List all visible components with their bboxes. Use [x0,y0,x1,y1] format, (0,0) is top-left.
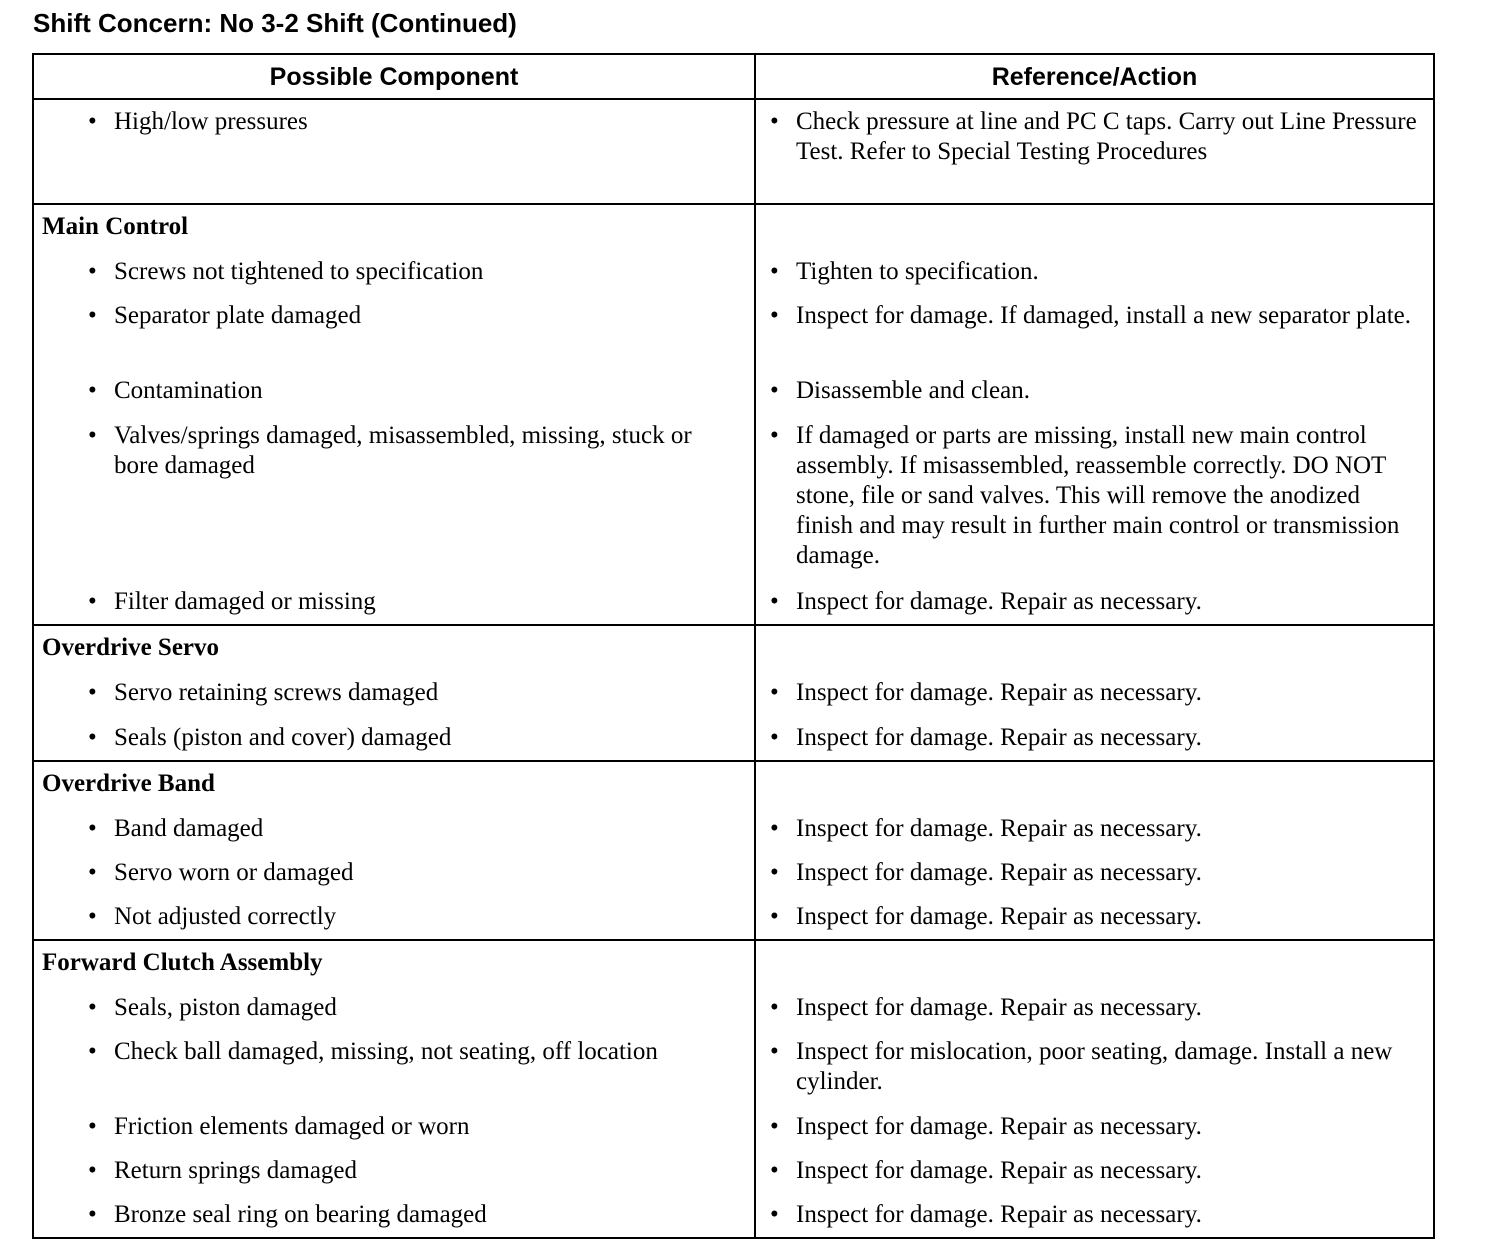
bullet-icon: • [770,815,779,842]
table-row [33,625,1434,761]
component-text: High/low pressures [114,108,308,135]
bullet-icon: • [770,422,779,449]
bullet-icon: • [88,994,97,1021]
bullet-icon: • [88,1157,97,1184]
bullet-icon: • [88,1038,97,1065]
action-text: Inspect for damage. If damaged, install a new separator plate. [796,302,1412,329]
component-text: Servo worn or damaged [114,859,354,886]
diagnosis-table [32,53,1435,1239]
component-text: Seals, piston damaged [114,994,337,1021]
component-cell [33,204,755,625]
component-cell [33,625,755,761]
bullet-icon: • [770,108,779,135]
bullet-icon: • [770,377,779,404]
action-text: If damaged or parts are missing, install new main control assembly. If misassembled, reassemble correctly. DO NOT stone, file or sand valves. This will remove the anodized finish and may result in further main control or transmission damage. [796,422,1400,569]
component-text: Friction elements damaged or worn [114,1113,470,1140]
bullet-icon: • [88,903,97,930]
component-text: Contamination [114,377,263,404]
bullet-icon: • [770,994,779,1021]
table-row [33,99,1434,204]
component-text: Servo retaining screws damaged [114,679,439,706]
action-text: Inspect for damage. Repair as necessary. [796,1157,1202,1184]
bullet-icon: • [88,1113,97,1140]
component-cell [33,761,755,940]
bullet-icon: • [88,258,97,285]
component-text: Return springs damaged [114,1157,358,1184]
bullet-icon: • [770,1201,779,1228]
component-text: Separator plate damaged [114,302,362,329]
table-row [33,940,1434,1238]
action-cell [755,204,1434,625]
bullet-icon: • [770,724,779,751]
action-text: Inspect for damage. Repair as necessary. [796,994,1202,1021]
section-title: Main Control [42,213,189,240]
bullet-icon: • [770,1157,779,1184]
component-text: Not adjusted correctly [114,903,337,930]
bullet-icon: • [770,1113,779,1140]
table-row [33,761,1434,940]
bullet-icon: • [770,679,779,706]
action-text: Disassemble and clean. [796,377,1030,404]
bullet-icon: • [88,1201,97,1228]
bullet-icon: • [770,903,779,930]
action-text: Inspect for damage. Repair as necessary. [796,859,1202,886]
bullet-icon: • [770,258,779,285]
action-cell [755,99,1434,204]
action-text: Inspect for damage. Repair as necessary. [796,903,1202,930]
bullet-icon: • [770,859,779,886]
component-text: Seals (piston and cover) damaged [114,724,452,751]
action-text: Inspect for damage. Repair as necessary. [796,1113,1202,1140]
bullet-icon: • [770,302,779,329]
action-text: Inspect for damage. Repair as necessary. [796,588,1202,615]
action-cell [755,940,1434,1238]
action-cell [755,761,1434,940]
bullet-icon: • [770,1038,779,1065]
component-cell [33,940,755,1238]
bullet-icon: • [88,724,97,751]
component-text: Screws not tightened to specification [114,258,484,285]
action-cell [755,625,1434,761]
component-text: Filter damaged or missing [114,588,376,615]
action-text: Inspect for damage. Repair as necessary. [796,1201,1202,1228]
bullet-icon: • [88,377,97,404]
section-title: Overdrive Servo [42,634,220,661]
action-text: Inspect for damage. Repair as necessary. [796,815,1202,842]
table-row [33,204,1434,625]
component-text: Band damaged [114,815,264,842]
component-text: Check ball damaged, missing, not seating, off location [114,1038,658,1065]
page-title: Shift Concern: No 3-2 Shift (Continued) [33,8,517,38]
bullet-icon: • [88,815,97,842]
action-text: Inspect for mislocation, poor seating, damage. Install a new cylinder. [796,1038,1393,1095]
column-header-action: Reference/Action [755,54,1434,99]
section-title: Forward Clutch Assembly [42,949,323,976]
component-text: Bronze seal ring on bearing damaged [114,1201,487,1228]
bullet-icon: • [88,302,97,329]
action-text: Inspect for damage. Repair as necessary. [796,724,1202,751]
bullet-icon: • [770,588,779,615]
action-text: Tighten to specification. [796,258,1039,285]
column-header-component: Possible Component [33,54,755,99]
table-header-row [33,54,1434,99]
component-cell [33,99,755,204]
action-text: Check pressure at line and PC C taps. Carry out Line Pressure Test. Refer to Special Testing Procedures [796,108,1417,165]
bullet-icon: • [88,588,97,615]
action-text: Inspect for damage. Repair as necessary. [796,679,1202,706]
bullet-icon: • [88,679,97,706]
component-text: Valves/springs damaged, misassembled, missing, stuck or bore damaged [114,422,692,479]
section-title: Overdrive Band [42,770,215,797]
bullet-icon: • [88,859,97,886]
bullet-icon: • [88,422,97,449]
bullet-icon: • [88,108,97,135]
